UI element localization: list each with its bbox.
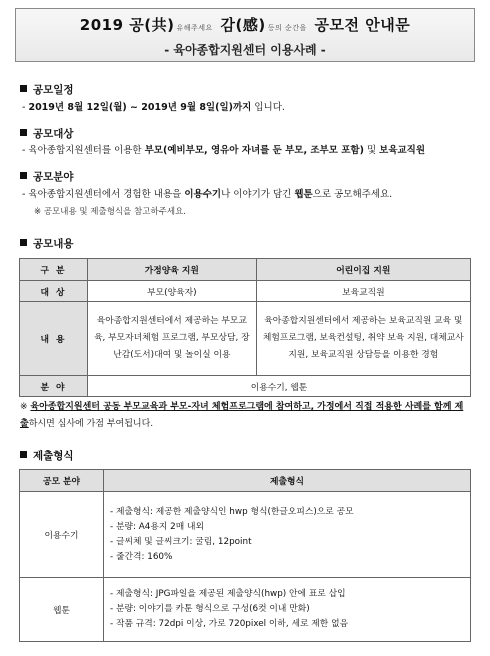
page-title (16, 14, 474, 35)
section-target-head: 공모대상 (20, 126, 74, 141)
col-header-format: 제출형식 (104, 470, 471, 492)
row-label-essay: 이용수기 (20, 492, 104, 578)
content-table (19, 258, 471, 397)
field-note: ※ 공모내용 및 제출형식을 참고하주세요. (34, 207, 187, 217)
table-header-row (20, 259, 471, 281)
row-label-target: 대 상 (20, 281, 88, 302)
square-bullet-icon (20, 239, 27, 246)
square-bullet-icon (20, 85, 27, 92)
title-gam-hanja: (感) (235, 16, 266, 34)
title-gong-hanja: (共) (144, 16, 175, 34)
section-content-head: 공모내용 (20, 236, 74, 251)
row-label-content: 내 용 (20, 302, 88, 376)
title-gam-sub: 등의 순간을 (267, 24, 307, 32)
title-year: 2019 (79, 16, 124, 34)
col-header-home: 가정양육 지원 (88, 259, 257, 281)
col-header-field: 공모 분야 (20, 470, 104, 492)
col-header-category: 구 분 (20, 259, 88, 281)
table-row (20, 578, 471, 642)
list-item: - 줄간격: 160% (110, 551, 173, 562)
cell-content-daycare: 육아종합지원센터에서 제공하는 보육교직원 교육 및 체험프로그램, 보육컨설팅, 취약 보육 지원, 대체교사 지원, 보육교직원 상담등을 이용한 경험 (256, 302, 470, 376)
cell-target-daycare: 보육교직원 (256, 281, 470, 302)
section-field-head: 공모분야 (20, 169, 74, 184)
page-subtitle: - 육아종합지원센터 이용사례 - (164, 43, 326, 57)
remark-note: ※ 육아종합지원센터 공동 부모교육과 부모-자녀 체험프로그램에 참여하고, 가정에서 직접 적용한 사례를 함께 제출하시면 심사에 가점 부여됩니다. (20, 402, 464, 429)
title-box (15, 8, 475, 62)
list-item: - 분량: 이야기를 카툰 형식으로 구성(6컷 이내 만화) (110, 604, 310, 614)
field-line: - 육아종합지원센터에서 경험한 내용을 이용수기나 이야기가 담긴 웹툰으로 공모해주세요. (22, 189, 393, 200)
square-bullet-icon (20, 451, 27, 458)
title-gam: 감 (220, 16, 236, 34)
table-row (20, 376, 471, 397)
list-item: - 제출형식: 제공한 제출양식인 hwp 형식(한글오피스)으로 공모 (110, 506, 354, 517)
title-rest: 공모전 안내문 (314, 16, 411, 34)
square-bullet-icon (20, 172, 27, 179)
format-table (19, 469, 471, 642)
list-item: - 글씨체 및 글씨크기: 굴림, 12point (110, 536, 252, 547)
target-line: - 육아종합지원센터를 이용한 부모(예비부모, 영유아 자녀를 둔 부모, 조부모 포함) 및 보육교직원 (22, 145, 426, 156)
list-item: - 제출형식: JPG파일을 제공된 제출양식(hwp) 안에 표로 삽입 (110, 589, 346, 599)
row-label-webtoon: 웹툰 (20, 578, 104, 642)
cell-essay-format (104, 492, 471, 578)
table-header-row (20, 470, 471, 492)
row-label-field: 분 야 (20, 376, 88, 397)
title-gong-sub: 유해주세요 (176, 24, 213, 32)
cell-target-home: 부모(양육자) (88, 281, 257, 302)
table-row (20, 492, 471, 578)
section-format-head: 제출형식 (20, 448, 74, 463)
cell-webtoon-format (104, 578, 471, 642)
table-row (20, 302, 471, 376)
col-header-daycare: 어린이집 지원 (256, 259, 470, 281)
list-item: - 작품 규격: 72dpi 이상, 가로 720pixel 이하, 세로 제한 없음 (110, 619, 349, 629)
table-row (20, 281, 471, 302)
cell-content-home: 육아종합지원센터에서 제공하는 부모교육, 부모자녀체험 프로그램, 부모상담, 장난감(도서)대여 및 놀이실 이용 (88, 302, 257, 376)
list-item: - 분량: A4용지 2매 내외 (110, 521, 205, 532)
period-line: - 2019년 8월 12일(월) ~ 2019년 9월 8일(일)까지 입니다. (22, 102, 285, 113)
square-bullet-icon (20, 129, 27, 136)
title-gong: 공 (129, 16, 145, 34)
cell-field-value: 이용수기, 웹툰 (88, 376, 471, 397)
section-period-head: 공모일정 (20, 82, 74, 97)
